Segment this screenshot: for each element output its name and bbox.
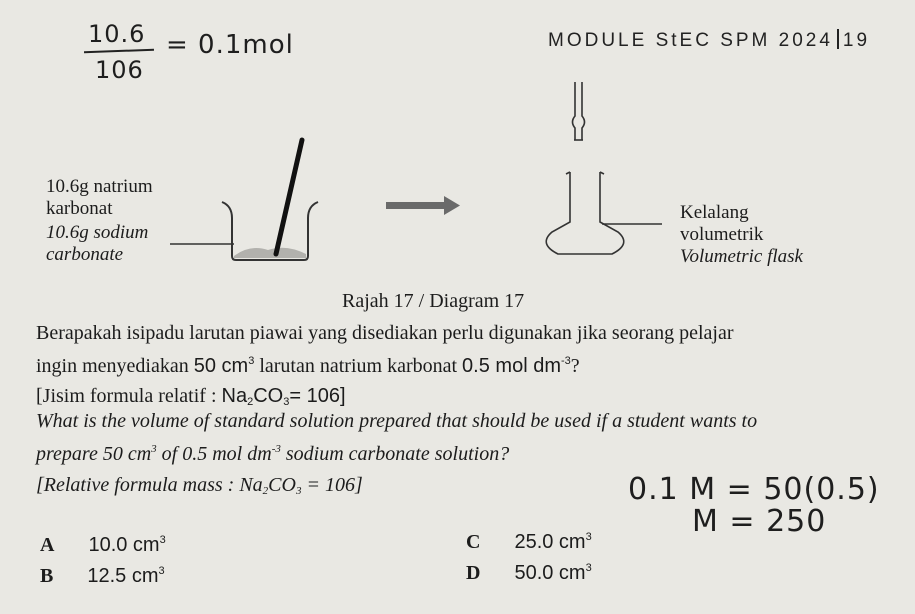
question-malay-rfm: [Jisim formula relatif : $Na_2CO_3= 106$]	[36, 385, 346, 408]
page-number: 19	[842, 30, 871, 51]
module-title: MODULE StEC SPM 2024	[548, 30, 833, 51]
glass-rod	[276, 140, 302, 254]
handwritten-numerator: 10.6	[88, 20, 146, 48]
left-label-english-line2: carbonate	[46, 244, 124, 265]
handwritten-denominator: 106	[95, 56, 144, 84]
q-ms-text-b: larutan natrium karbonat	[254, 355, 463, 377]
diagram-caption: Rajah 17 / Diagram 17	[342, 290, 525, 312]
q-ms-volume: 50 $cm^3$	[193, 355, 255, 377]
right-label-english: Volumetric flask	[680, 246, 803, 267]
option-c-letter: C	[466, 531, 481, 553]
left-label-english-line1: 10.6g sodium	[46, 222, 149, 243]
right-label-malay-line2: volumetrik	[680, 224, 764, 245]
right-label-malay	[680, 202, 763, 246]
question-english-line2: prepare 50 $cm^3$ of 0.5 mol $dm^{-3}$ sodium carbonate solution?	[36, 443, 510, 465]
q-ms-formula: $Na_2CO_3= 106$]	[221, 385, 346, 408]
handwritten-calc-line1: 0.1 M = 50(0.5)	[628, 472, 880, 507]
option-b[interactable]	[40, 565, 165, 588]
option-a[interactable]	[40, 534, 166, 557]
volumetric-flask	[546, 82, 624, 254]
right-label-malay-line1: Kelalang	[680, 202, 749, 223]
option-d-letter: D	[466, 562, 481, 584]
q-ms-end: ?	[570, 355, 580, 377]
option-b-letter: B	[40, 565, 54, 587]
option-c-value: 25.0 $cm^3$	[514, 531, 592, 553]
option-a-letter: A	[40, 534, 55, 556]
handwritten-fraction-result: = 0.1mol	[166, 30, 294, 60]
question-malay-line1: Berapakah isipadu larutan piawai yang disediakan perlu digunakan jika seorang pelajar	[36, 322, 734, 344]
option-b-value: 12.5 $cm^3$	[87, 565, 165, 587]
left-label-malay-line1: 10.6g natrium	[46, 176, 153, 197]
option-d[interactable]	[466, 562, 592, 585]
q-ms-text-a: ingin menyediakan	[36, 355, 194, 377]
arrow-shaft	[386, 202, 444, 209]
beaker-contents	[234, 248, 306, 258]
question-english-rfm: [Relative formula mass : $Na_2CO_3 = 106$]	[36, 474, 363, 497]
left-label-malay-line2: karbonat	[46, 198, 113, 219]
option-a-value: 10.0 $cm^3$	[88, 534, 166, 556]
arrow-head	[444, 196, 460, 215]
option-d-value: 50.0 $cm^3$	[514, 562, 592, 584]
q-ms-concentration: 0.5 mol $dm^{-3}$	[462, 355, 571, 377]
question-english-line1: What is the volume of standard solution prepared that should be used if a student wants to	[36, 410, 758, 432]
handwritten-calc-line2: M = 250	[692, 504, 827, 539]
option-c[interactable]	[466, 531, 592, 554]
question-malay-line2	[36, 355, 580, 378]
